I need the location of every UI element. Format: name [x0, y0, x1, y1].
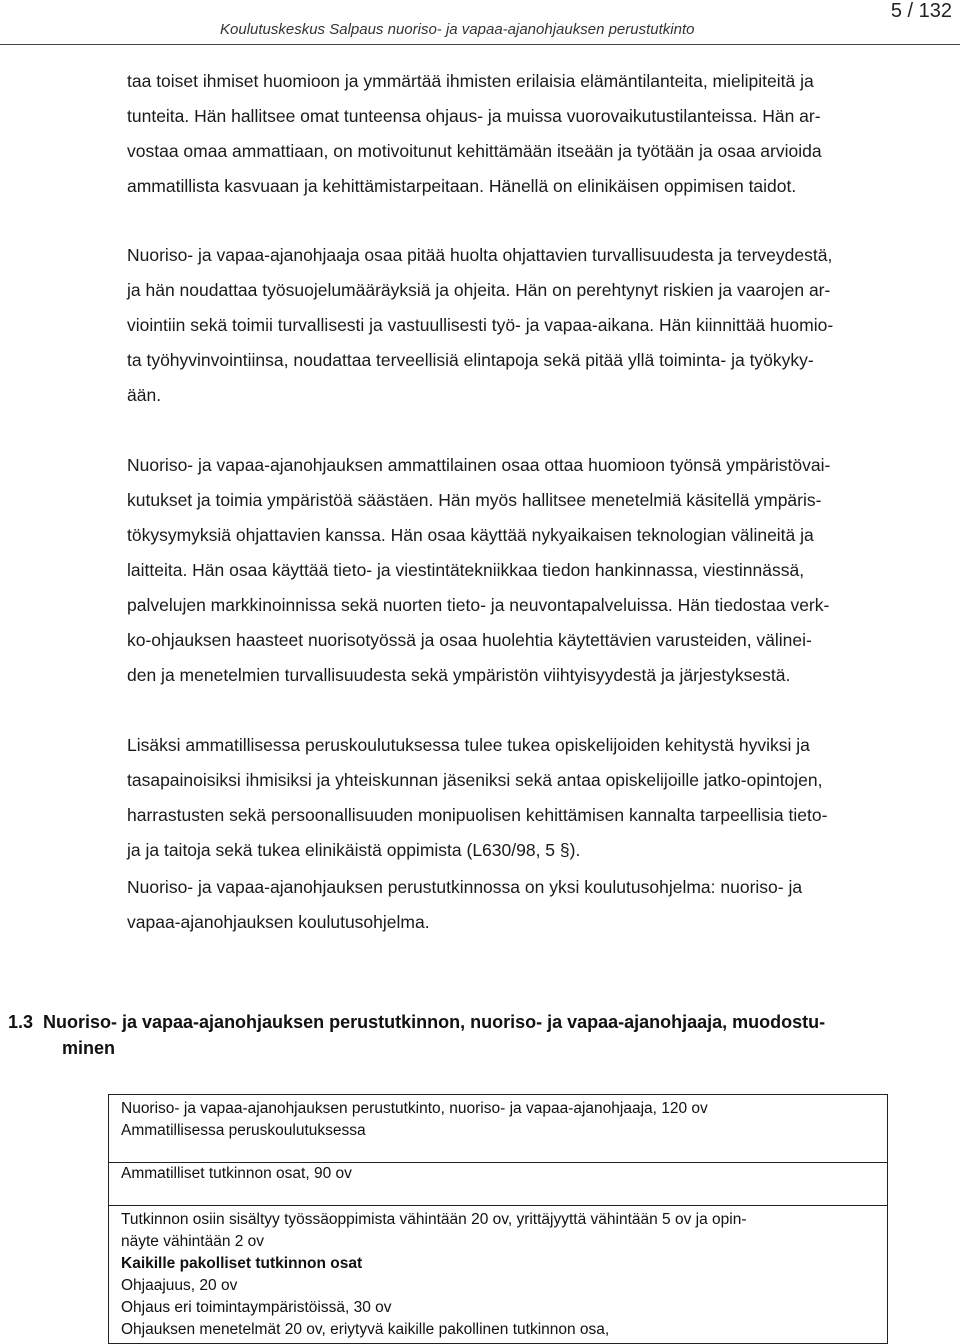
- section-title: Nuoriso- ja vapaa-ajanohjauksen perustutkinnon, nuoriso- ja vapaa-ajanohjaaja, muodostu-: [43, 1012, 826, 1032]
- text-line: ta työhyvinvointiinsa, noudattaa terveellisiä elintapoja sekä pitää yllä toiminta- ja työkyky-: [127, 350, 814, 370]
- section-heading: [8, 1009, 948, 1061]
- table-cell-text: näyte vähintään 2 ov: [121, 1233, 265, 1250]
- table-cell-text: Ohjaus eri toimintaympäristöissä, 30 ov: [121, 1299, 392, 1316]
- text-line: ja ja taitoja sekä tukea elinikäistä oppimista (L630/98, 5 §).: [127, 840, 581, 860]
- text-line: kutukset ja toimia ympäristöä säästäen. Hän myös hallitsee menetelmiä käsitellä ympäris-: [127, 490, 822, 510]
- table-row: [109, 1206, 887, 1340]
- text-line: tunteita. Hän hallitsee omat tunteensa ohjaus- ja muissa vuorovaikutustilanteissa. Hän ar-: [127, 106, 821, 126]
- text-line: ammatillista kasvuaan ja kehittämistarpeitaan. Hänellä on elinikäisen oppimisen taidot.: [127, 176, 797, 196]
- table-subheading: Kaikille pakolliset tutkinnon osat: [121, 1255, 363, 1272]
- section-number: 1.3: [8, 1012, 34, 1032]
- page-header: [0, 0, 960, 46]
- section-heading-line: [8, 1009, 948, 1035]
- table-cell-text: Ammatillisessa peruskoulutuksessa: [121, 1122, 366, 1139]
- text-line: ko-ohjauksen haasteet nuorisotyössä ja osaa huolehtia käytettävien varusteiden, välinei-: [127, 630, 812, 650]
- table-cell-text: Ammatilliset tutkinnon osat, 90 ov: [121, 1165, 352, 1182]
- text-line: den ja menetelmien turvallisuudesta sekä ympäristön viihtyisyydestä ja järjestyksestä.: [127, 665, 791, 685]
- header-divider: [0, 44, 960, 45]
- text-line: ja hän noudattaa työsuojelumääräyksiä ja ohjeita. Hän on perehtynyt riskien ja vaarojen ar-: [127, 280, 831, 300]
- table-row: [109, 1095, 887, 1163]
- text-line: vapaa-ajanohjauksen koulutusohjelma.: [127, 912, 430, 932]
- text-line: tasapainoisiksi ihmisiksi ja yhteiskunnan jäseniksi sekä antaa opiskelijoille jatko-opintojen,: [127, 770, 823, 790]
- text-line: Lisäksi ammatillisessa peruskoulutuksessa tulee tukea opiskelijoiden kehitystä hyviksi ja: [127, 735, 810, 755]
- table-cell-text: Ohjauksen menetelmät 20 ov, eriytyvä kaikille pakollinen tutkinnon osa,: [121, 1321, 610, 1338]
- paragraph: [127, 870, 945, 940]
- text-line: harrastusten sekä persoonallisuuden monipuolisen kehittämisen kannalta tarpeellisia tieto-: [127, 805, 828, 825]
- table-cell-text: Nuoriso- ja vapaa-ajanohjauksen perustutkinto, nuoriso- ja vapaa-ajanohjaaja, 120 ov: [121, 1100, 708, 1117]
- paragraph: [127, 64, 945, 204]
- text-line: taa toiset ihmiset huomioon ja ymmärtää ihmisten erilaisia elämäntilanteita, mielipiteitä ja: [127, 71, 814, 91]
- text-line: laitteita. Hän osaa käyttää tieto- ja viestintätekniikkaa tiedon hankinnassa, viestinnässä,: [127, 560, 805, 580]
- text-line: viointiin sekä toimii turvallisesti ja vastuullisesti työ- ja vapaa-aikana. Hän kiinnittää huomio-: [127, 315, 834, 335]
- text-line: palvelujen markkinoinnissa sekä nuorten tieto- ja neuvontapalveluissa. Hän tiedostaa verk-: [127, 595, 830, 615]
- paragraph: [127, 448, 945, 693]
- table-row: [109, 1163, 887, 1206]
- text-line: vostaa omaa ammattiaan, on motivoitunut kehittämään itseään ja työtään ja osaa arvioida: [127, 141, 822, 161]
- table-cell-text: Ohjaajuus, 20 ov: [121, 1277, 238, 1294]
- text-line: Nuoriso- ja vapaa-ajanohjauksen ammattilainen osaa ottaa huomioon työnsä ympäristövai-: [127, 455, 831, 475]
- paragraph: [127, 238, 945, 413]
- paragraph: [127, 728, 945, 868]
- document-title: Koulutuskeskus Salpaus nuoriso- ja vapaa-ajanohjauksen perustutkinto: [220, 21, 695, 38]
- text-line: tökysymyksiä ohjattavien kanssa. Hän osaa käyttää nykyaikaisen teknologian välineitä ja: [127, 525, 814, 545]
- text-line: ään.: [127, 385, 162, 405]
- text-line: Nuoriso- ja vapaa-ajanohjaaja osaa pitää huolta ohjattavien turvallisuudesta ja terveydestä,: [127, 245, 833, 265]
- page-number: 5 / 132: [890, 0, 952, 22]
- degree-structure-table: [108, 1094, 888, 1344]
- section-title-continuation: minen: [62, 1038, 116, 1058]
- table-cell-text: Tutkinnon osiin sisältyy työssäoppimista vähintään 20 ov, yrittäjyyttä vähintään 5 ov ja opin-: [121, 1211, 747, 1228]
- text-line: Nuoriso- ja vapaa-ajanohjauksen perustutkinnossa on yksi koulutusohjelma: nuoriso- ja: [127, 877, 803, 897]
